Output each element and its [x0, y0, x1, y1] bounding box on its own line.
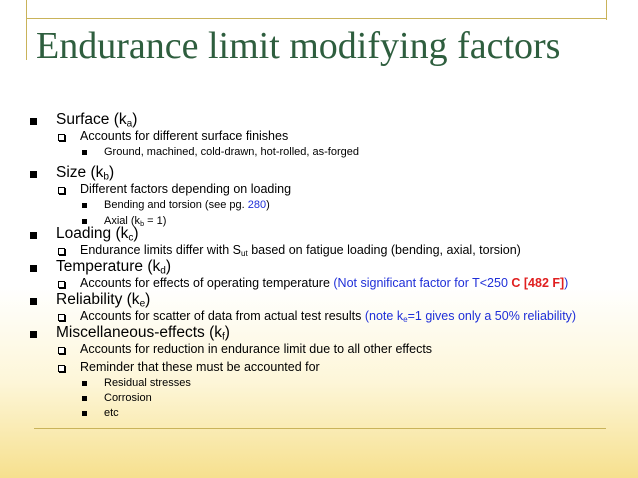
item-misc-detail: Corrosion [104, 392, 152, 404]
bullet-small-square [82, 150, 87, 155]
item-miscellaneous: Miscellaneous-effects $(k_f)$ [56, 324, 230, 343]
bullet-hollow-square [58, 314, 65, 321]
bullet-small-square [82, 411, 87, 416]
bullet-hollow-square [58, 347, 65, 354]
bullet-square [30, 265, 37, 272]
item-surface-detail: Ground, machined, cold-drawn, hot-rolled, as-forged [104, 146, 359, 158]
frame-bottom-line [34, 428, 606, 429]
bullet-hollow-square [58, 248, 65, 255]
frame-right-line [606, 0, 607, 20]
item-temperature: Temperature $(k_d)$ [56, 258, 172, 277]
item-loading-desc: Endurance limits differ with $S_{ut}$ based on fatigue loading (bending, axial, torsion) [80, 243, 521, 259]
item-size-detail-axial: Axial $(k_b = 1)$ [104, 215, 167, 228]
item-size-desc: Different factors depending on loading [80, 182, 292, 196]
item-size-detail-bending: Bending and torsion (see pg. 280) [104, 199, 270, 211]
bullet-small-square [82, 381, 87, 386]
bullet-hollow-square [58, 365, 65, 372]
item-surface: Surface $(k_a)$ [56, 111, 138, 130]
page-reference-link[interactable]: 280 [247, 199, 267, 211]
item-misc-detail: Residual stresses [104, 377, 191, 389]
item-temperature-desc: Accounts for effects of operating temperature (Not significant factor for T<250 C [482 F]) [80, 276, 569, 290]
item-reliability: Reliability $(k_e)$ [56, 291, 151, 310]
bullet-square [30, 171, 37, 178]
item-misc-desc-reminder: Reminder that these must be accounted for [80, 360, 320, 374]
item-reliability-desc: Accounts for scatter of data from actual test results (note $k_e=1$ gives only a 50% reliability) [80, 309, 577, 325]
bullet-square [30, 298, 37, 305]
bullet-small-square [82, 219, 87, 224]
bullet-square [30, 232, 37, 239]
bullet-square [30, 331, 37, 338]
bullet-hollow-square [58, 134, 65, 141]
item-misc-desc-reduction: Accounts for reduction in endurance limit due to all other effects [80, 342, 433, 356]
slide-title: Endurance limit modifying factors [36, 25, 561, 67]
item-loading: Loading $(k_c)$ [56, 225, 139, 244]
bullet-square [30, 118, 37, 125]
item-misc-detail: etc [104, 407, 119, 419]
frame-top-line [26, 18, 606, 19]
bullet-small-square [82, 203, 87, 208]
bullet-hollow-square [58, 187, 65, 194]
bullet-small-square [82, 396, 87, 401]
frame-left-line [26, 0, 27, 60]
bullet-hollow-square [58, 281, 65, 288]
item-size: Size $(k_b)$ [56, 164, 115, 183]
item-surface-desc: Accounts for different surface finishes [80, 129, 289, 143]
